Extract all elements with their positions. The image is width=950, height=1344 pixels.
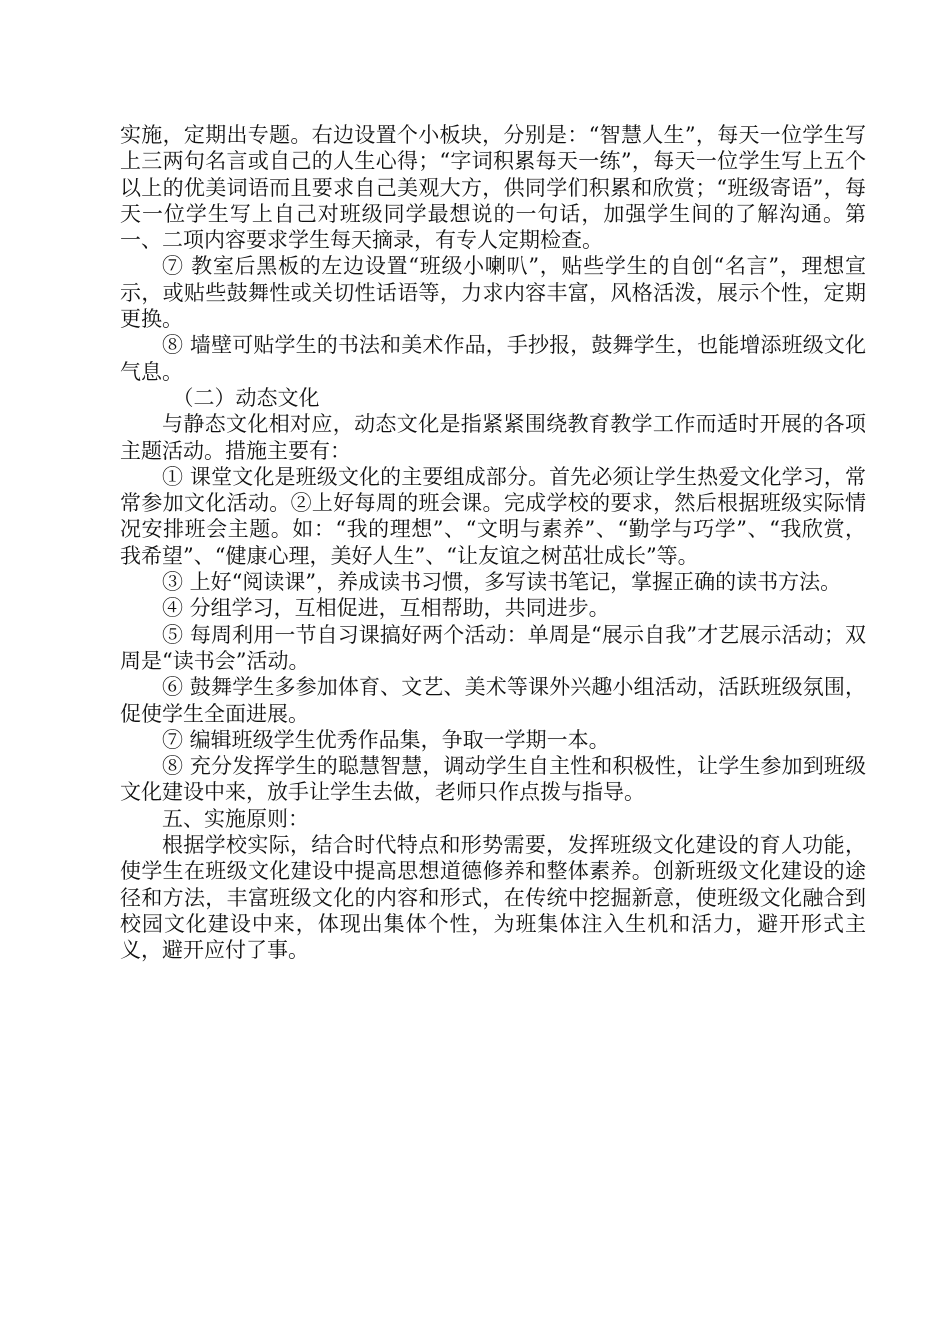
paragraph-static-culture-continued: 实施，定期出专题。右边设置个小板块，分别是：“智慧人生”，每天一位学生写上三两句名言或自己的人生心得；“字词积累每天一练”，每天一位学生写上五个以上的优美词语而且要求自己美观大方，供同学们积累和欣赏；“班级寄语”，每天一位学生写上自己对班级同学最想说的一句话，加强学生间的了解沟通。第一、二项内容要求学生每天摘录，有专人定期检查。 — [120, 123, 866, 253]
paragraph-principles-body: 根据学校实际，结合时代特点和形势需要，发挥班级文化建设的育人功能，使学生在班级文化建设中提高思想道德修养和整体素养。创新班级文化建设的途径和方法，丰富班级文化的内容和形式，在传统中挖掘新意，使班级文化融合到校园文化建设中来，体现出集体个性，为班集体注入生机和活力，避开形式主义，避开应付了事。 — [120, 833, 866, 963]
paragraph-item-1-classroom: ① 课堂文化是班级文化的主要组成部分。首先必须让学生热爱文化学习，常常参加文化活动。②上好每周的班会课。完成学校的要求，然后根据班级实际情况安排班会主题。如：“我的理想”、“文明与素养”、“勤学与巧学”、“我欣赏，我希望”、“健康心理，美好人生”、“让友谊之树茁壮成长”等。 — [120, 464, 866, 568]
section-heading-dynamic-culture: （二）动态文化 — [172, 385, 320, 410]
document-page — [120, 122, 866, 964]
paragraph-item-5-activities: ⑤ 每周利用一节自习课搞好两个活动：单周是“展示自我”才艺展示活动；双周是“读书会”活动。 — [120, 622, 866, 673]
paragraph-item-8-wall: ⑧ 墙壁可贴学生的书法和美术作品，手抄报，鼓舞学生，也能增添班级文化气息。 — [120, 333, 866, 384]
paragraph-dynamic-culture-intro: 与静态文化相对应，动态文化是指紧紧围绕教育教学工作而适时开展的各项主题活动。措施主要有： — [120, 412, 866, 463]
paragraph-item-8-participation: ⑧ 充分发挥学生的聪慧智慧，调动学生自主性和积极性，让学生参加到班级文化建设中来，放手让学生去做，老师只作点拨与指导。 — [120, 754, 866, 805]
section-heading-principles: 五、实施原则： — [162, 806, 309, 831]
paragraph-item-4-groups: ④ 分组学习，互相促进，互相帮助，共同进步。 — [162, 596, 610, 621]
paragraph-item-7-blackboard: ⑦ 教室后黑板的左边设置“班级小喇叭”，贴些学生的自创“名言”，理想宣示，或贴些鼓舞性或关切性话语等，力求内容丰富，风格活泼，展示个性，定期更换。 — [120, 254, 866, 332]
paragraph-item-7-collection: ⑦ 编辑班级学生优秀作品集，争取一学期一本。 — [162, 727, 610, 752]
paragraph-item-6-interest-groups: ⑥ 鼓舞学生多参加体育、文艺、美术等课外兴趣小组活动，活跃班级氛围，促使学生全面进展。 — [120, 675, 866, 726]
paragraph-item-3-reading: ③ 上好“阅读课”，养成读书习惯，多写读书笔记，掌握正确的读书方法。 — [162, 570, 842, 595]
